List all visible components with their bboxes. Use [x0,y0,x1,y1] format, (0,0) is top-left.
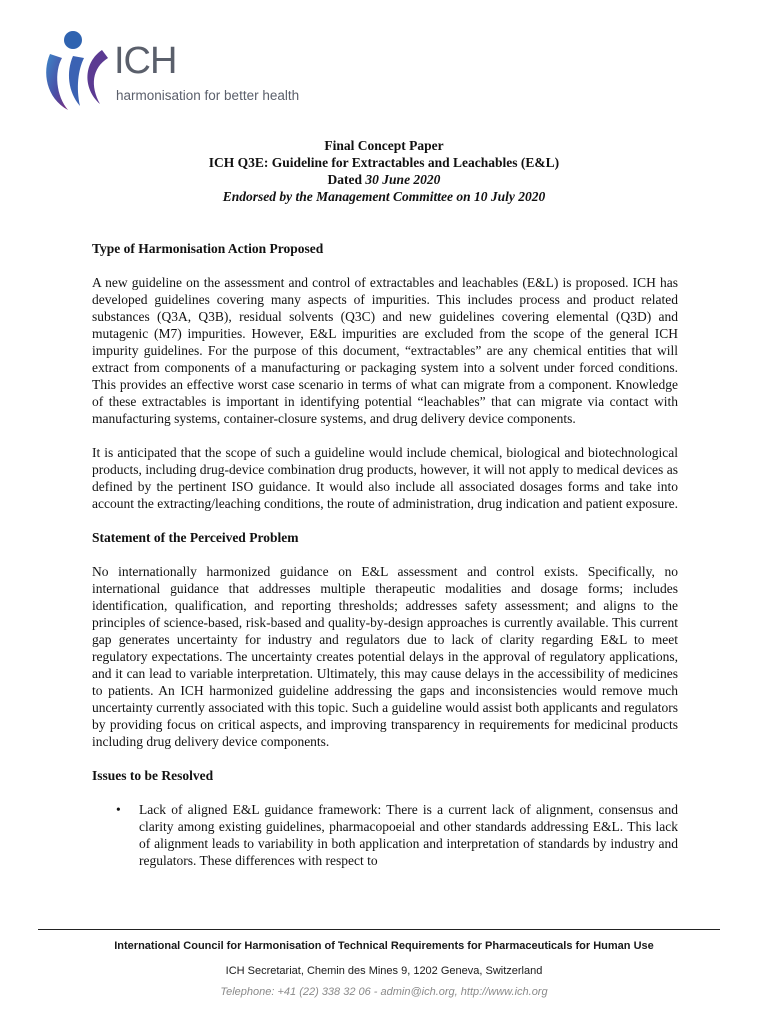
heading-type-of-action: Type of Harmonisation Action Proposed [92,241,324,256]
dated-value: 30 June 2020 [365,172,441,187]
title-line-concept: Final Concept Paper [324,138,444,153]
ich-logo [40,28,310,118]
bullet-icon: • [116,802,121,817]
footer-address: ICH Secretariat, Chemin des Mines 9, 1202 Geneva, Switzerland [225,965,543,977]
ich-logo-mark-icon [40,28,120,118]
title-line-endorsed [0,188,768,205]
logo-name: ICH [114,40,177,82]
paragraph-problem-1: No internationally harmonized guidance on E&L assessment and control exists. Specifically, no international guidance that addresses multiple therapeutic modalities and dosage forms; includes identification, qualification, and reporting thresholds; addresses safety assessment; and aligns to the principles of science-based, risk-based and quality-by-design approaches is currently available. This current gap generates uncertainty for industry and regulators due to lack of clarity regarding E&L to meet regulatory expectations. The uncertainty creates potential delays in the approval of regulatory applications, and it can lead to variable interpretation. Ultimately, this may cause delays in the accessibility of medicines to patients. An ICH harmonized guideline addressing the gaps and inconsistencies would remove much uncertainty currently associated with this topic. Such a guideline would assist both applicants and regulators by providing focus on critical aspects, and improving transparency in requirements for medicinal products including drug delivery device components. [92,564,678,749]
page-cut-mask [0,916,768,930]
footer-divider [38,929,720,930]
heading-perceived-problem: Statement of the Perceived Problem [92,530,299,545]
issue-text-1: Lack of aligned E&L guidance framework: There is a current lack of alignment, consensus and clarity among existing guidelines, pharmacopoeial and other standards addressing E&L. This lack of alignment leads to variability in both application and interpretation of standards by industry and regulators. These differences with respect to [139,802,678,868]
title-block [0,137,768,205]
dated-prefix: Dated [327,172,366,187]
heading-issues: Issues to be Resolved [92,768,214,783]
document-body [92,240,678,869]
paragraph-type-2: It is anticipated that the scope of such a guideline would include chemical, biological and biotechnological products, including drug-device combination drug products, however, it will not apply to medical devices as defined by the pertinent ISO guidance. It would also include all associated dosages forms and take into account the extracting/leaching conditions, the route of administration, drug indication and patient exposure. [92,445,678,511]
endorsed-text: Endorsed by the Management Committee on 10 July 2020 [222,189,546,204]
issues-list [92,801,678,869]
title-line-guideline: ICH Q3E: Guideline for Extractables and Leachables (E&L) [208,155,560,170]
list-item [92,801,678,869]
title-line-dated [0,171,768,188]
paragraph-type-1: A new guideline on the assessment and control of extractables and leachables (E&L) is proposed. ICH has developed guidelines covering many aspects of impurities. This includes process and product related substances (Q3A, Q3B), residual solvents (Q3C) and new guidelines covering elemental (Q3D) and mutagenic (M7) impurities. However, E&L impurities are excluded from the scope of the general ICH impurity guidelines. For the purpose of this document, “extractables” are any chemical entities that will extract from components of a manufacturing or packaging system into a solvent under forced conditions. This provides an effective worst case scenario in terms of what can migrate from a component. Knowledge of these extractables is important in identifying potential “leachables” that can migrate via contact with manufacturing systems, container-closure systems, and drug delivery device components. [92,275,678,426]
footer-contact: Telephone: +41 (22) 338 32 06 - admin@ich.org, http://www.ich.org [220,986,548,998]
footer-organisation: International Council for Harmonisation of Technical Requirements for Pharmaceuticals for Human Use [114,940,654,952]
logo-tagline: harmonisation for better health [116,88,300,103]
